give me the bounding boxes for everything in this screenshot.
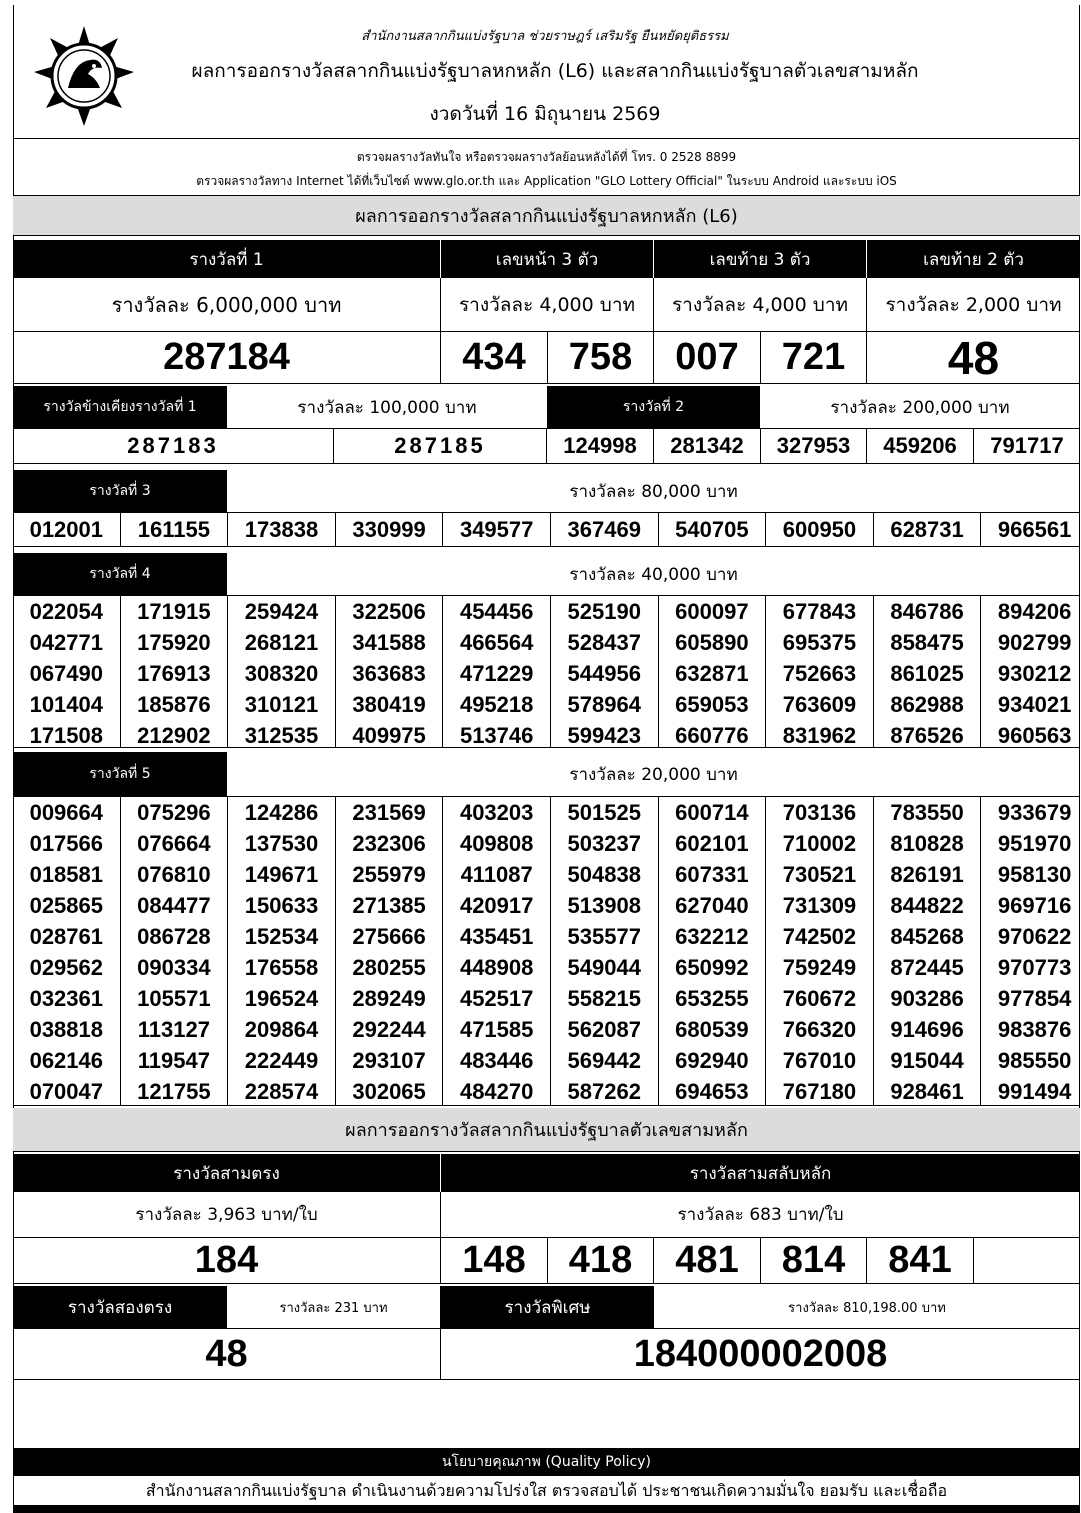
fifth-prize-number: 872445 <box>890 955 964 980</box>
fourth-prize-number: 894206 <box>997 599 1072 624</box>
third-prize-amount: รางวัลละ 80,000 บาท <box>569 481 738 502</box>
fifth-prize-number: 970773 <box>997 955 1072 980</box>
fifth-prize-column <box>336 797 444 1105</box>
fifth-prize-number: 076810 <box>137 862 211 887</box>
third-prize-label: รางวัลที่ 3 <box>13 470 227 512</box>
fifth-prize-number: 196524 <box>244 986 319 1011</box>
fourth-prize-number: 695375 <box>782 630 857 655</box>
fifth-prize-number: 275666 <box>352 924 426 949</box>
fifth-prize-number: 149671 <box>244 862 319 887</box>
fourth-prize-column <box>13 596 121 747</box>
fifth-prize-number: 471585 <box>459 1017 534 1042</box>
fifth-prize-number: 928461 <box>890 1079 964 1104</box>
fifth-prize-number: 420917 <box>459 893 534 918</box>
second-prize-number: 459206 <box>867 428 974 464</box>
fourth-prize-column <box>336 596 444 747</box>
fourth-prize-column <box>981 596 1081 747</box>
fourth-prize-number: 185876 <box>137 692 211 717</box>
fourth-prize-number: 409975 <box>352 723 426 748</box>
fourth-prize-number: 934021 <box>997 692 1072 717</box>
second-prize-amount: รางวัลละ 200,000 บาท <box>830 397 1010 418</box>
fourth-prize-number: 544956 <box>567 661 641 686</box>
fifth-prize-number: 600714 <box>675 800 749 825</box>
fifth-prize-number: 503237 <box>567 831 641 856</box>
fourth-prize-column <box>659 596 767 747</box>
fourth-prize-number: 341588 <box>352 630 426 655</box>
fifth-prize-number: 119547 <box>137 1048 210 1073</box>
fifth-prize-number: 650992 <box>675 955 749 980</box>
last2-label: เลขท้าย 2 ตัว <box>867 240 1080 278</box>
fifth-prize-number: 680539 <box>675 1017 749 1042</box>
fifth-prize-number: 562087 <box>567 1017 641 1042</box>
fifth-prize-number: 029562 <box>29 955 103 980</box>
fifth-prize-number: 783550 <box>890 800 964 825</box>
special-amount: รางวัลละ 810,198.00 บาท <box>788 1300 946 1316</box>
fifth-prize-number: 703136 <box>782 800 857 825</box>
straight3-amount: รางวัลละ 3,963 บาท/ใบ <box>13 1192 441 1238</box>
fifth-prize-number: 826191 <box>890 862 964 887</box>
fifth-prize-number: 970622 <box>997 924 1072 949</box>
front3-amount: รางวัลละ 4,000 บาท <box>441 278 654 332</box>
fourth-prize-number: 862988 <box>890 692 964 717</box>
header-divider <box>13 138 1080 139</box>
fifth-prize-number: 176558 <box>244 955 319 980</box>
fifth-prize-number: 124286 <box>244 800 319 825</box>
fourth-prize-number: 902799 <box>997 630 1072 655</box>
special-label: รางวัลพิเศษ <box>441 1286 654 1328</box>
tod3-number: 148 <box>441 1238 548 1284</box>
fifth-prize-number: 062146 <box>29 1048 103 1073</box>
third-prize-number: 600950 <box>766 513 874 547</box>
fifth-prize-number: 731309 <box>782 893 857 918</box>
fifth-prize-column <box>443 797 551 1105</box>
fifth-prize-number: 569442 <box>567 1048 641 1073</box>
fourth-prize-label: รางวัลที่ 4 <box>13 553 227 595</box>
fifth-prize-column <box>228 797 336 1105</box>
fifth-prize-number: 513908 <box>567 893 641 918</box>
last3-amount: รางวัลละ 4,000 บาท <box>654 278 867 332</box>
fifth-prize-number: 076664 <box>137 831 211 856</box>
third-prize-number: 012001 <box>13 513 121 547</box>
fourth-prize-number: 042771 <box>29 630 103 655</box>
fourth-prize-number: 846786 <box>890 599 964 624</box>
front3-number: 758 <box>548 332 654 384</box>
fifth-prize-number: 985550 <box>997 1048 1072 1073</box>
fourth-prize-number: 495218 <box>459 692 534 717</box>
fifth-prize-number: 255979 <box>352 862 426 887</box>
fifth-prize-number: 302065 <box>352 1079 426 1104</box>
fourth-prize-number: 632871 <box>675 661 749 686</box>
fifth-prize-number: 694653 <box>675 1079 749 1104</box>
fifth-prize-column <box>551 797 659 1105</box>
fourth-prize-number: 308320 <box>244 661 319 686</box>
fourth-prize-number: 212902 <box>137 723 211 748</box>
fifth-prize-number: 692940 <box>675 1048 749 1073</box>
fifth-prize-number: 086728 <box>137 924 211 949</box>
fifth-prize-number: 018581 <box>29 862 103 887</box>
second-prize-number: 791717 <box>974 428 1080 464</box>
tod3-empty-cell <box>974 1238 1080 1284</box>
fifth-prize-number: 017566 <box>29 831 103 856</box>
first-prize-label: รางวัลที่ 1 <box>13 240 440 278</box>
fifth-prize-number: 730521 <box>782 862 857 887</box>
third-prize-row <box>13 512 1080 547</box>
fifth-prize-number: 710002 <box>782 831 857 856</box>
tod3-label: รางวัลสามสลับหลัก <box>441 1154 1080 1192</box>
footer-bar <box>13 1505 1080 1513</box>
fourth-prize-column <box>228 596 336 747</box>
fifth-prize-number: 845268 <box>890 924 964 949</box>
straight3-number: 184 <box>13 1238 441 1284</box>
third-prize-number: 161155 <box>121 513 229 547</box>
fifth-prize-number: 903286 <box>890 986 964 1011</box>
fifth-prize-number: 150633 <box>244 893 319 918</box>
fourth-prize-number: 171915 <box>137 599 211 624</box>
fifth-prize-number: 152534 <box>244 924 319 949</box>
fifth-prize-number: 535577 <box>567 924 641 949</box>
fifth-prize-label: รางวัลที่ 5 <box>13 752 227 796</box>
second-prize-label: รางวัลที่ 2 <box>547 386 760 428</box>
tod3-number: 418 <box>548 1238 654 1284</box>
fifth-prize-number: 767180 <box>782 1079 857 1104</box>
fifth-prize-number: 009664 <box>29 800 103 825</box>
fourth-prize-number: 763609 <box>782 692 857 717</box>
fifth-prize-column <box>13 797 121 1105</box>
fifth-prize-column <box>981 797 1081 1105</box>
fifth-prize-number: 602101 <box>675 831 749 856</box>
second-prize-number: 124998 <box>547 428 654 464</box>
fifth-prize-number: 632212 <box>675 924 749 949</box>
fifth-prize-number: 958130 <box>997 862 1072 887</box>
near-first-amount: รางวัลละ 100,000 บาท <box>297 397 477 418</box>
fourth-prize-grid <box>13 595 1080 748</box>
fifth-prize-number: 483446 <box>459 1048 534 1073</box>
fourth-prize-number: 259424 <box>244 599 319 624</box>
fifth-prize-number: 742502 <box>782 924 857 949</box>
fifth-prize-number: 090334 <box>137 955 211 980</box>
fourth-prize-amount: รางวัลละ 40,000 บาท <box>569 564 738 585</box>
fifth-prize-number: 292244 <box>352 1017 426 1042</box>
fifth-prize-number: 228574 <box>244 1079 319 1104</box>
fourth-prize-number: 310121 <box>244 692 319 717</box>
fourth-prize-number: 513746 <box>459 723 534 748</box>
fifth-prize-number: 232306 <box>352 831 426 856</box>
fourth-prize-column <box>766 596 874 747</box>
fourth-prize-number: 363683 <box>352 661 426 686</box>
fifth-prize-number: 025865 <box>29 893 103 918</box>
fifth-prize-number: 951970 <box>997 831 1072 856</box>
last2-number: 48 <box>867 332 1080 384</box>
fifth-prize-column <box>766 797 874 1105</box>
fifth-prize-number: 766320 <box>782 1017 857 1042</box>
policy-title: นโยบายคุณภาพ (Quality Policy) <box>13 1448 1080 1476</box>
fifth-prize-number: 767010 <box>782 1048 857 1073</box>
fourth-prize-number: 677843 <box>782 599 857 624</box>
fifth-prize-number: 411087 <box>460 862 533 887</box>
fourth-prize-number: 960563 <box>997 723 1072 748</box>
fifth-prize-number: 558215 <box>567 986 641 1011</box>
third-prize-number: 173838 <box>228 513 336 547</box>
fourth-prize-number: 930212 <box>997 661 1072 686</box>
fourth-prize-number: 471229 <box>459 661 534 686</box>
l6-section-title: ผลการออกรางวัลสลากกินแบ่งรัฐบาลหกหลัก (L6) <box>13 195 1080 236</box>
draw-date: งวดวันที่ 16 มิถุนายน 2569 <box>429 103 661 125</box>
fifth-prize-number: 070047 <box>29 1079 103 1104</box>
third-prize-number: 966561 <box>997 517 1072 542</box>
near-first-label: รางวัลข้างเคียงรางวัลที่ 1 <box>13 386 227 428</box>
fourth-prize-number: 600097 <box>675 599 749 624</box>
last2-amount: รางวัลละ 2,000 บาท <box>867 278 1080 332</box>
tod3-number: 841 <box>867 1238 974 1284</box>
fifth-prize-number: 075296 <box>137 800 211 825</box>
fourth-prize-number: 599423 <box>567 723 641 748</box>
fifth-prize-number: 844822 <box>890 893 964 918</box>
fourth-prize-number: 525190 <box>567 599 641 624</box>
glo-logo-icon <box>30 22 138 130</box>
fifth-prize-number: 028761 <box>29 924 103 949</box>
fourth-prize-column <box>443 596 551 747</box>
fifth-prize-number: 549044 <box>567 955 641 980</box>
fifth-prize-number: 933679 <box>997 800 1072 825</box>
fifth-prize-number: 435451 <box>459 924 534 949</box>
fifth-prize-number: 105571 <box>137 986 211 1011</box>
second-prize-number: 281342 <box>654 428 761 464</box>
fifth-prize-number: 759249 <box>782 955 857 980</box>
fourth-prize-number: 605890 <box>675 630 749 655</box>
fifth-prize-number: 289249 <box>352 986 426 1011</box>
fourth-prize-number: 528437 <box>567 630 641 655</box>
fourth-prize-number: 858475 <box>890 630 964 655</box>
fifth-prize-number: 293107 <box>352 1048 426 1073</box>
tod3-amount: รางวัลละ 683 บาท/ใบ <box>441 1192 1080 1238</box>
straight2-number: 48 <box>13 1328 441 1380</box>
page-title: ผลการออกรางวัลสลากกินแบ่งรัฐบาลหกหลัก (L6) และสลากกินแบ่งรัฐบาลตัวเลขสามหลัก <box>191 60 919 82</box>
fourth-prize-number: 831962 <box>782 723 857 748</box>
fourth-prize-number: 659053 <box>675 692 749 717</box>
fifth-prize-number: 038818 <box>29 1017 103 1042</box>
straight2-amount: รางวัลละ 231 บาท <box>227 1286 441 1328</box>
fifth-prize-number: 448908 <box>459 955 534 980</box>
third-prize-number: 628731 <box>874 513 982 547</box>
special-number: 184000002008 <box>441 1328 1080 1380</box>
fifth-prize-grid <box>13 796 1080 1106</box>
fourth-prize-number: 454456 <box>459 599 534 624</box>
fifth-prize-number: 760672 <box>782 986 857 1011</box>
fourth-prize-number: 876526 <box>890 723 964 748</box>
fourth-prize-number: 022054 <box>29 599 103 624</box>
fifth-prize-number: 587262 <box>567 1079 641 1104</box>
fifth-prize-number: 032361 <box>29 986 103 1011</box>
straight3-label: รางวัลสามตรง <box>13 1154 440 1192</box>
first-prize-amount: รางวัลละ 6,000,000 บาท <box>13 278 441 332</box>
fifth-prize-number: 991494 <box>997 1079 1072 1104</box>
policy-text: สำนักงานสลากกินแบ่งรัฐบาล ดำเนินงานด้วยความโปร่งใส ตรวจสอบได้ ประชาชนเกิดความมั่นใจ ยอมรับ และเชื่อถือ <box>145 1480 948 1500</box>
fifth-prize-number: 607331 <box>675 862 749 887</box>
fifth-prize-number: 271385 <box>352 893 426 918</box>
n3-section-title: ผลการออกรางวัลสลากกินแบ่งรัฐบาลตัวเลขสามหลัก <box>13 1108 1080 1152</box>
fourth-prize-number: 578964 <box>567 692 641 717</box>
fifth-prize-column <box>659 797 767 1105</box>
fourth-prize-number: 268121 <box>244 630 319 655</box>
fifth-prize-column <box>874 797 982 1105</box>
fourth-prize-number: 466564 <box>459 630 534 655</box>
third-prize-number: 349577 <box>443 513 551 547</box>
fourth-prize-number: 175920 <box>137 630 211 655</box>
front3-number: 434 <box>441 332 548 384</box>
front3-label: เลขหน้า 3 ตัว <box>441 240 653 278</box>
fifth-prize-number: 977854 <box>997 986 1072 1011</box>
fourth-prize-column <box>121 596 229 747</box>
fifth-prize-number: 137530 <box>244 831 319 856</box>
fifth-prize-number: 983876 <box>997 1017 1072 1042</box>
last3-number: 007 <box>654 332 761 384</box>
tod3-number: 814 <box>761 1238 867 1284</box>
near-first-number: 287183 <box>13 428 334 464</box>
fifth-prize-number: 409808 <box>459 831 534 856</box>
straight2-label: รางวัลสองตรง <box>13 1286 227 1328</box>
fifth-prize-number: 914696 <box>890 1017 964 1042</box>
fourth-prize-number: 861025 <box>890 661 964 686</box>
fifth-prize-number: 209864 <box>244 1017 319 1042</box>
fifth-prize-number: 403203 <box>459 800 534 825</box>
fourth-prize-number: 380419 <box>352 692 426 717</box>
fourth-prize-number: 660776 <box>675 723 749 748</box>
fourth-prize-number: 752663 <box>782 661 857 686</box>
fifth-prize-number: 084477 <box>137 893 211 918</box>
fourth-prize-number: 322506 <box>352 599 426 624</box>
fifth-prize-number: 121755 <box>137 1079 211 1104</box>
fifth-prize-number: 504838 <box>567 862 641 887</box>
third-prize-number: 540705 <box>659 513 767 547</box>
fourth-prize-number: 101404 <box>29 692 103 717</box>
header-motto: สำนักงานสลากกินแบ่งรัฐบาล ช่วยราษฎร์ เสริมรัฐ ยืนหยัดยุติธรรม <box>361 28 729 44</box>
fifth-prize-number: 452517 <box>459 986 534 1011</box>
info-line-phone: ตรวจผลรางวัลทันใจ หรือตรวจผลรางวัลย้อนหลังได้ที่ โทร. 0 2528 8899 <box>356 149 737 164</box>
fifth-prize-column <box>121 797 229 1105</box>
fourth-prize-number: 312535 <box>244 723 319 748</box>
fifth-prize-number: 501525 <box>567 800 641 825</box>
first-prize-number: 287184 <box>13 332 441 384</box>
tod3-number: 481 <box>654 1238 761 1284</box>
fifth-prize-number: 484270 <box>459 1079 534 1104</box>
fifth-prize-number: 222449 <box>244 1048 319 1073</box>
fourth-prize-number: 176913 <box>137 661 211 686</box>
info-line-web: ตรวจผลรางวัลทาง Internet ได้ที่เว็บไซต์ www.glo.or.th และ Application "GLO Lottery Official" ในระบบ Android และระบบ iOS <box>196 173 897 188</box>
fifth-prize-number: 280255 <box>352 955 426 980</box>
last3-number: 721 <box>761 332 867 384</box>
fifth-prize-number: 627040 <box>675 893 749 918</box>
fifth-prize-number: 231569 <box>352 800 426 825</box>
fourth-prize-column <box>551 596 659 747</box>
fourth-prize-number: 171508 <box>29 723 103 748</box>
fifth-prize-number: 653255 <box>675 986 749 1011</box>
second-prize-number: 327953 <box>761 428 867 464</box>
fifth-prize-amount: รางวัลละ 20,000 บาท <box>569 764 738 785</box>
fifth-prize-number: 969716 <box>997 893 1072 918</box>
third-prize-number: 367469 <box>551 513 659 547</box>
fourth-prize-number: 067490 <box>29 661 103 686</box>
fifth-prize-number: 810828 <box>890 831 964 856</box>
last3-label: เลขท้าย 3 ตัว <box>654 240 866 278</box>
near-first-number: 287185 <box>334 428 547 464</box>
fifth-prize-number: 113127 <box>137 1017 210 1042</box>
fourth-prize-column <box>874 596 982 747</box>
fifth-prize-number: 915044 <box>890 1048 964 1073</box>
third-prize-number: 330999 <box>336 513 444 547</box>
